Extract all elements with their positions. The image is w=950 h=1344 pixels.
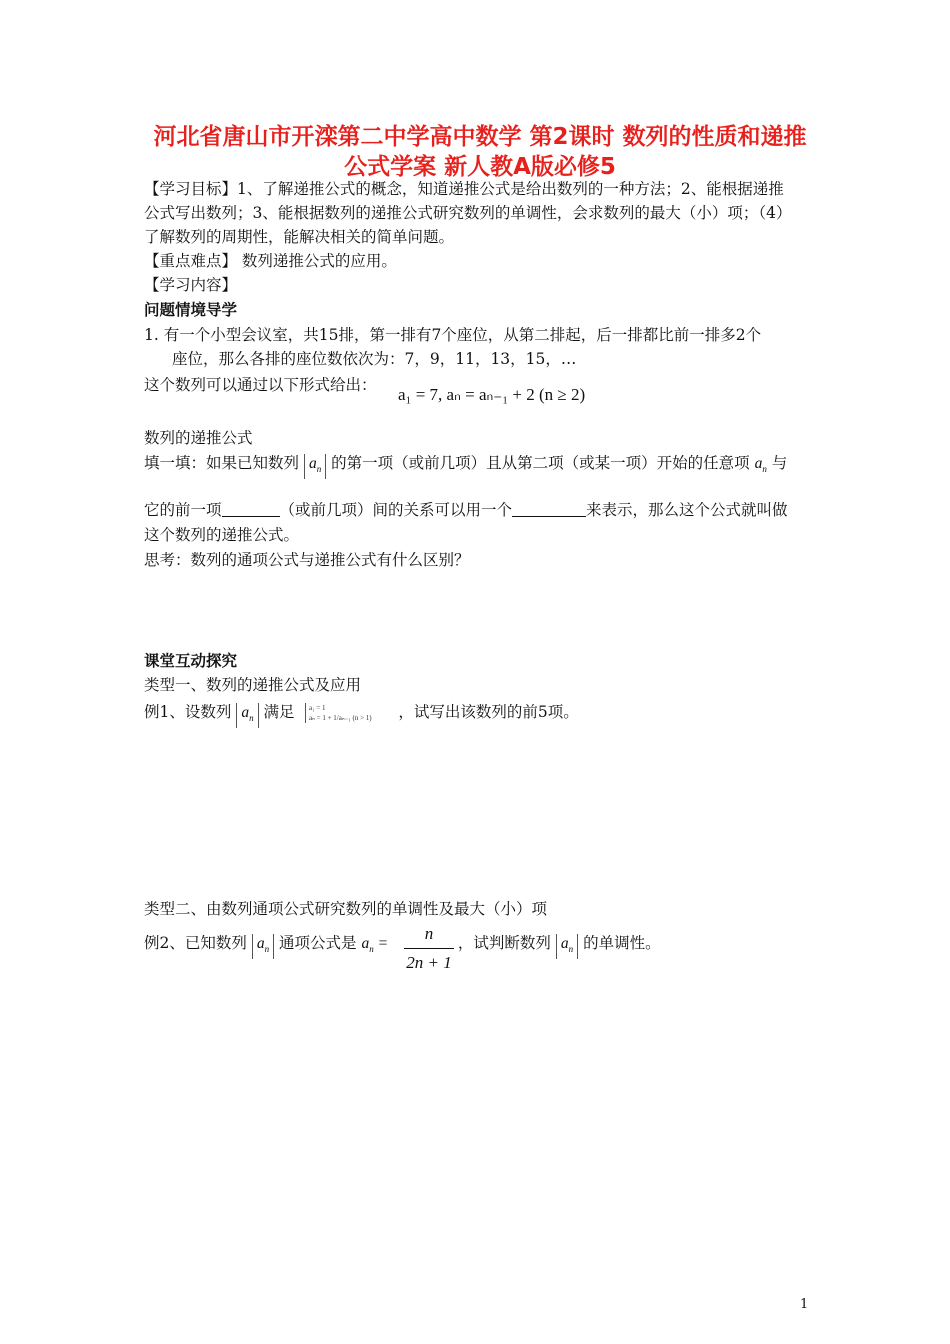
- type2-heading: 类型二、由数列通项公式研究数列的单调性及最大（小）项: [144, 900, 548, 918]
- objectives-line-2: 公式写出数列；3、能根据数列的递推公式研究数列的单调性，会求数列的最大（小）项；（4）: [144, 204, 792, 222]
- recursive-heading: 数列的递推公式: [144, 429, 253, 447]
- type1-heading: 类型一、数列的递推公式及应用: [144, 676, 362, 694]
- title-line-1: 河北省唐山市开滦第二中学高中数学 第2课时 数列的性质和递推: [153, 124, 807, 150]
- ex1-text-c: ，试写出该数列的前5项。: [398, 703, 579, 721]
- ex2-term-symbol: $a_n$ =: [361, 935, 389, 954]
- title-line-2: 公式学案 新人教A版必修5: [344, 154, 616, 180]
- objectives-line-3: 了解数列的周期性，能解决相关的简单问题。: [144, 228, 455, 246]
- blank-1[interactable]: [222, 502, 280, 517]
- ex1-text-b: 满足: [263, 703, 295, 721]
- fraction-bar: [404, 948, 454, 949]
- think-question: 思考：数列的通项公式与递推公式有什么区别？: [144, 551, 470, 569]
- item1-line-2: 座位，那么各排的座位数依次为：7，9，11，13，15，…: [172, 350, 577, 368]
- ex2-text-b: 通项公式是: [279, 934, 357, 952]
- ex2-fraction: [404, 924, 454, 973]
- example2-line: [144, 932, 661, 960]
- ex1-system-line-2: aₙ = 1 + 1/aₙ₋₁ (n > 1): [309, 714, 372, 722]
- section1-heading: 问题情境导学: [144, 301, 238, 319]
- fill-text-b: 的第一项（或前几项）且从第二项（或某一项）开始的任意项: [331, 454, 750, 472]
- fraction-denominator: 2n + 1: [406, 953, 452, 972]
- content-heading: 【学习内容】: [144, 276, 238, 294]
- key-points: 【重点难点】 数列递推公式的应用。: [144, 252, 397, 270]
- page-number: 1: [800, 1297, 809, 1312]
- given-formula: a₁ = 7, aₙ = aₙ₋₁ + 2 (n ≥ 2): [398, 385, 586, 404]
- sequence-symbol: $a_n$: [556, 934, 578, 959]
- fraction-numerator: n: [424, 924, 434, 943]
- fill-line-3: 这个数列的递推公式。: [144, 526, 300, 544]
- section2-heading: 课堂互动探究: [144, 652, 238, 670]
- sequence-symbol: $a_n$: [252, 934, 274, 959]
- ex1-recursion-system: [305, 703, 372, 723]
- fill-text-c: 与: [771, 454, 788, 472]
- objectives-line-1: 【学习目标】1、了解递推公式的概念，知道递推公式是给出数列的一种方法；2、能根据递推: [144, 180, 784, 198]
- item1-line-1: 1. 有一个小型会议室，共15排，第一排有7个座位，从第二排起，后一排都比前一排多2个: [144, 326, 762, 344]
- ex1-text-a: 例1、设数列: [144, 703, 232, 721]
- fill-line-2: [144, 499, 788, 521]
- sequence-symbol: $a_n$: [236, 703, 258, 728]
- fill2-text-b: （或前几项）间的关系可以用一个: [279, 501, 513, 519]
- ex2-text-d: 的单调性。: [583, 934, 661, 952]
- fill-text-a: 填一填：如果已知数列: [144, 454, 300, 472]
- fill2-text-a: 它的前一项: [144, 501, 222, 519]
- fill-line-1: [144, 452, 787, 480]
- ex2-text-c: ，试判断数列: [457, 934, 551, 952]
- sequence-symbol: $a_n$: [304, 454, 326, 479]
- given-prefix: 这个数列可以通过以下形式给出：: [144, 376, 377, 394]
- term-symbol: $a_n$: [754, 455, 767, 474]
- fill2-text-c: 来表示，那么这个公式就叫做: [586, 501, 788, 519]
- ex1-system-line-1: a₁ = 1: [309, 704, 326, 712]
- blank-2[interactable]: [512, 502, 586, 517]
- ex2-text-a: 例2、已知数列: [144, 934, 247, 952]
